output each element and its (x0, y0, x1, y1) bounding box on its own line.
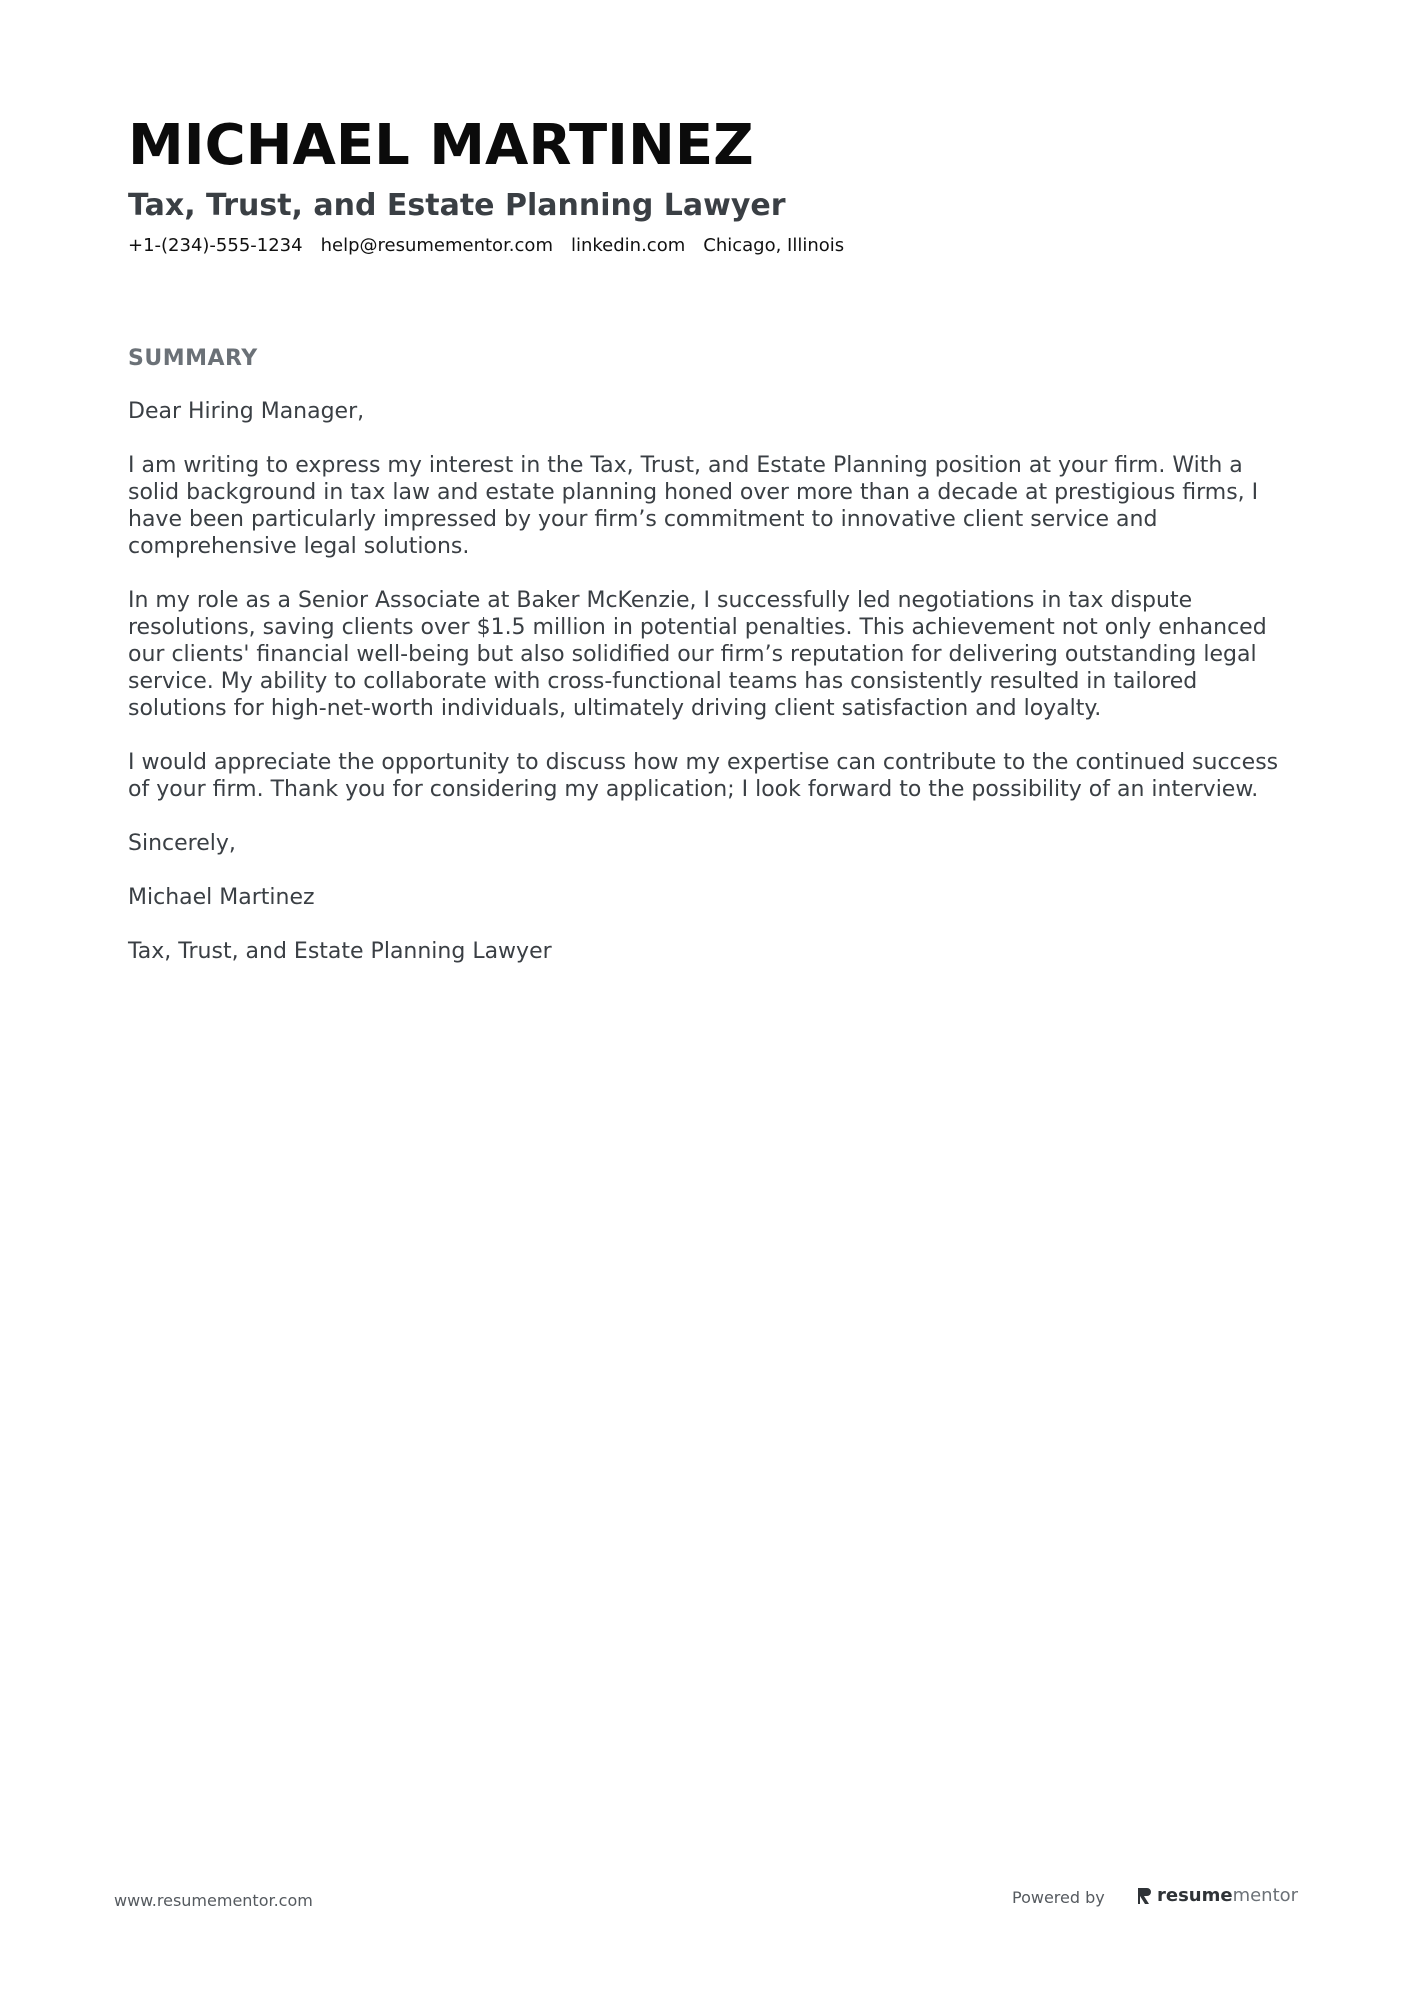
contact-info (128, 232, 844, 260)
footer-website-link[interactable]: www.resumementor.com (114, 1891, 313, 1910)
body-paragraph: I am writing to express my interest in the Tax, Trust, and Estate Planning position at your firm. With a solid background in tax law and estate planning honed over more than a decade at prestigious firms, I have been particularly impressed by your firm’s commitment to innovative client service and comprehensive legal solutions. (128, 453, 1259, 559)
contact-location: Chicago, Illinois (703, 235, 845, 256)
brand-name-light: mentor (1232, 1885, 1299, 1906)
contact-email: help@resumementor.com (320, 235, 553, 256)
candidate-title: Tax, Trust, and Estate Planning Lawyer (128, 188, 786, 223)
letter-body (128, 398, 1293, 992)
summary-heading: SUMMARY (128, 346, 258, 371)
brand-name-strong: resume (1157, 1885, 1233, 1906)
body-paragraph: In my role as a Senior Associate at Baker McKenzie, I successfully led negotiations in tax dispute resolutions, saving clients over $1.5 million in potential penalties. This achievement not only enhanced our clients' financial well-being but also solidified our firm’s reputation for delivering outstanding legal service. My ability to collaborate with cross-functional teams has consistently resulted in tailored solutions for high-net-worth individuals, ultimately driving client satisfaction and loyalty. (128, 588, 1267, 721)
contact-phone: +1-(234)-555-1234 (128, 235, 303, 256)
salutation: Dear Hiring Manager, (128, 399, 365, 424)
signature-name: Michael Martinez (128, 885, 315, 910)
contact-linkedin: linkedin.com (570, 235, 686, 256)
brand-logo[interactable] (1136, 1884, 1298, 1908)
body-paragraph: I would appreciate the opportunity to discuss how my expertise can contribute to the continued success of your firm. Thank you for considering my application; I look forward to the possibility of an interview. (128, 750, 1279, 802)
powered-by-label: Powered by (1012, 1888, 1105, 1907)
signature-title: Tax, Trust, and Estate Planning Lawyer (128, 939, 552, 964)
resumementor-logo-icon (1136, 1886, 1152, 1906)
candidate-name: MICHAEL MARTINEZ (128, 113, 754, 178)
closing: Sincerely, (128, 831, 236, 856)
